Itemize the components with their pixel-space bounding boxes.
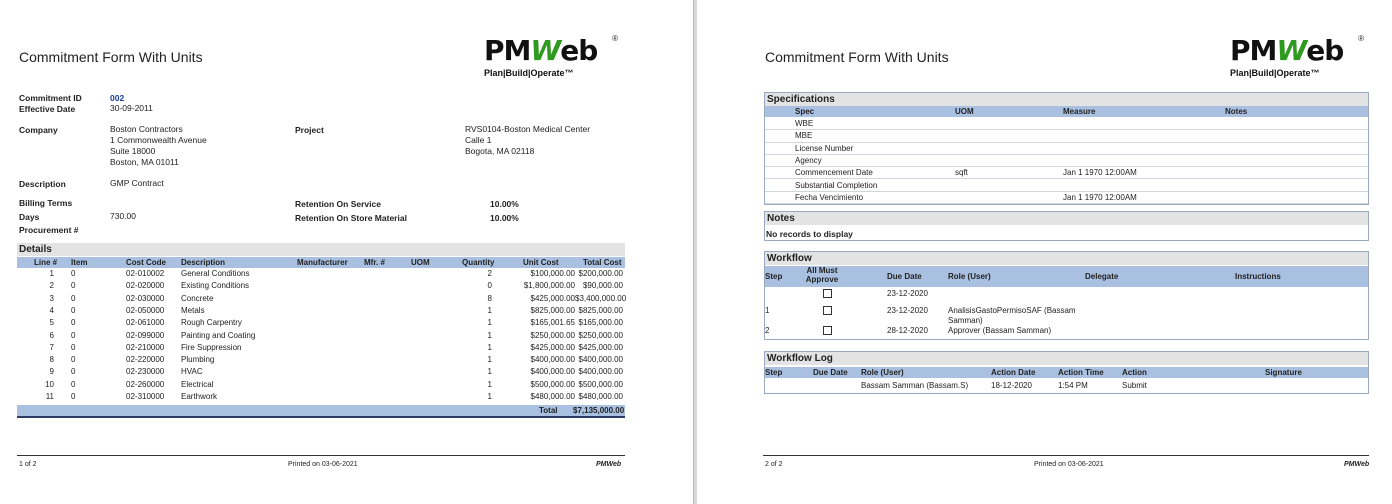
- notes-title: Notes: [765, 212, 1368, 225]
- specifications-title: Specifications: [765, 93, 1368, 106]
- details-cell: $425,000.00: [578, 342, 623, 352]
- details-cell: 0: [487, 281, 492, 291]
- details-cell: Electrical: [181, 379, 214, 389]
- details-cell: 2: [49, 281, 54, 291]
- details-cell: $425,000.00: [530, 293, 575, 303]
- specifications-cell: Fecha Vencimiento: [795, 192, 864, 202]
- details-cell: $100,000.00: [530, 269, 575, 278]
- specifications-cell: License Number: [795, 143, 854, 153]
- details-cell: 02-210000: [126, 342, 165, 352]
- page-divider: [693, 0, 697, 504]
- workflow-column-header: Step All Must Approve Due Date Role (User) Delegate Instructions: [765, 266, 1368, 287]
- footer-rule-2: [763, 455, 1369, 456]
- billing-terms-label: Billing Terms: [19, 198, 73, 208]
- details-cell: 02-061000: [126, 318, 165, 328]
- days-value: 730.00: [110, 211, 136, 221]
- details-cell: 0: [71, 305, 76, 315]
- details-cell: $250,000.00: [578, 330, 623, 340]
- details-table-row: [17, 305, 625, 317]
- project-address: RVS0104-Boston Medical Center Calle 1 Bogota, MA 02118: [465, 124, 591, 156]
- workflow-log-row: Bassam Samman (Bassam.S) 18-12-2020 1:54 PM Submit: [861, 381, 1147, 390]
- retention-service-value: 10.00%: [490, 199, 519, 209]
- details-table-row: [17, 293, 625, 305]
- details-cell: 1: [487, 305, 492, 315]
- details-table-row: [17, 317, 625, 329]
- details-cell: 1: [487, 379, 492, 389]
- company-address: Boston Contractors 1 Commonwealth Avenue Suite 18000 Boston, MA 01011: [110, 124, 207, 167]
- company-label: Company: [19, 125, 58, 135]
- details-cell: 11: [45, 392, 54, 401]
- specifications-table-row: [765, 143, 1368, 155]
- document-title-2: Commitment Form With Units: [765, 49, 949, 65]
- page-number: 1 of 2: [19, 461, 37, 468]
- total-value: $7,135,000.00: [573, 406, 625, 415]
- details-cell: $165,001.65: [530, 318, 575, 328]
- details-cell: 02-020000: [126, 281, 165, 291]
- specifications-cell: Jan 1 1970 12:00AM: [1063, 192, 1137, 202]
- details-cell: $500,000.00: [530, 379, 575, 389]
- details-cell: 02-030000: [126, 293, 165, 303]
- printed-date: Printed on 03-06-2021: [288, 461, 358, 468]
- workflow-title: Workflow: [765, 252, 1368, 265]
- page-1: [0, 0, 692, 504]
- page-2: [698, 0, 1392, 504]
- details-cell: 0: [71, 379, 76, 389]
- details-cell: 02-260000: [126, 379, 165, 389]
- footer-brand: PMWeb: [596, 461, 622, 468]
- details-cell: HVAC: [181, 367, 203, 377]
- details-cell: 02-220000: [126, 355, 165, 365]
- details-cell: 4: [49, 305, 54, 315]
- printed-date-2: Printed on 03-06-2021: [1034, 461, 1104, 468]
- details-cell: $480,000.00: [530, 392, 575, 401]
- retention-store-value: 10.00%: [490, 213, 519, 223]
- details-table-row: [17, 342, 625, 354]
- details-cell: 8: [49, 355, 54, 365]
- details-cell: 02-010002: [126, 269, 165, 278]
- details-cell: $250,000.00: [530, 330, 575, 340]
- details-bottom-rule: [17, 416, 625, 418]
- details-cell: 0: [71, 269, 76, 278]
- details-cell: Existing Conditions: [181, 281, 250, 291]
- details-cell: 5: [49, 318, 54, 328]
- details-cell: $3,400,000.00: [575, 293, 627, 303]
- details-cell: $165,000.00: [578, 318, 623, 328]
- details-column-header: Line # Item Cost Code Description Manufacturer Mfr. # UOM Quantity Unit Cost Total Cost: [17, 257, 625, 268]
- details-cell: 1: [487, 330, 492, 340]
- details-cell: 02-310000: [126, 392, 165, 401]
- details-cell: 0: [71, 318, 76, 328]
- specifications-cell: Agency: [795, 155, 822, 165]
- details-cell: 10: [45, 379, 54, 389]
- details-cell: 1: [487, 342, 492, 352]
- details-cell: Earthwork: [181, 392, 218, 401]
- details-table-row: [17, 268, 625, 280]
- details-cell: 8: [487, 293, 492, 303]
- notes-empty-message: No records to display: [766, 229, 853, 239]
- details-table-row: [17, 391, 625, 403]
- specifications-table-row: [765, 167, 1368, 179]
- details-section-title: Details: [17, 243, 625, 256]
- workflow-log-title: Workflow Log: [765, 352, 1368, 365]
- details-cell: 02-230000: [126, 367, 165, 377]
- details-cell: General Conditions: [181, 269, 250, 278]
- details-cell: 1: [487, 392, 492, 401]
- workflow-row: 1 23-12-2020 AnalisisGastoPermisoSAF (Bassam Samman): [765, 306, 1076, 325]
- details-cell: $400,000.00: [530, 355, 575, 365]
- details-cell: 0: [71, 367, 76, 377]
- details-cell: 0: [71, 355, 76, 365]
- details-cell: 0: [71, 293, 76, 303]
- details-table-row: [17, 354, 625, 366]
- details-cell: 6: [49, 330, 54, 340]
- specifications-cell: sqft: [955, 168, 968, 178]
- workflow-log-column-header: Step Due Date Role (User) Action Date Action Time Action Signature: [765, 367, 1368, 378]
- retention-service-label: Retention On Service: [295, 199, 381, 209]
- details-cell: $425,000.00: [530, 342, 575, 352]
- effective-date-value: 30-09-2011: [110, 103, 153, 113]
- specifications-table-row: [765, 155, 1368, 167]
- details-cell: 0: [71, 342, 76, 352]
- details-cell: 02-050000: [126, 305, 165, 315]
- details-cell: 0: [71, 392, 76, 401]
- pmweb-logo-2: PMWeb ® Plan|Build|Operate™: [1230, 34, 1364, 78]
- specifications-cell: WBE: [795, 119, 814, 128]
- retention-store-label: Retention On Store Material: [295, 213, 407, 223]
- details-cell: 02-099000: [126, 330, 165, 340]
- days-label: Days: [19, 212, 40, 222]
- specifications-cell: MBE: [795, 131, 813, 141]
- procurement-label: Procurement #: [19, 225, 79, 235]
- details-cell: Rough Carpentry: [181, 318, 242, 328]
- details-cell: $480,000.00: [578, 392, 623, 401]
- details-cell: Concrete: [181, 293, 214, 303]
- effective-date-label: Effective Date: [19, 104, 76, 114]
- details-cell: $400,000.00: [578, 367, 623, 377]
- specifications-column-header: Spec UOM Measure Notes: [765, 106, 1368, 117]
- details-cell: 3: [49, 293, 54, 303]
- specifications-table-row: [765, 118, 1368, 130]
- document-title: Commitment Form With Units: [19, 49, 203, 65]
- details-cell: $1,800,000.00: [523, 281, 575, 291]
- details-cell: $500,000.00: [578, 379, 623, 389]
- specifications-cell: Substantial Completion: [795, 180, 878, 190]
- page-number-2: 2 of 2: [765, 461, 783, 468]
- specifications-cell: Jan 1 1970 12:00AM: [1063, 168, 1137, 178]
- pmweb-logo: PMWeb ® Plan|Build|Operate™: [484, 34, 618, 78]
- footer-rule: [17, 455, 625, 456]
- details-cell: 2: [487, 269, 492, 278]
- project-label: Project: [295, 125, 324, 135]
- details-cell: 7: [49, 342, 54, 352]
- specifications-cell: Commencement Date: [795, 168, 873, 178]
- details-table-row: [17, 330, 625, 342]
- details-cell: $825,000.00: [530, 305, 575, 315]
- footer-brand-2: PMWeb: [1344, 461, 1370, 468]
- details-cell: $200,000.00: [578, 269, 623, 278]
- details-cell: Fire Suppression: [181, 342, 242, 352]
- description-value: GMP Contract: [110, 178, 164, 188]
- details-table-row: [17, 280, 625, 292]
- details-cell: $400,000.00: [530, 367, 575, 377]
- details-cell: 1: [487, 367, 492, 377]
- details-cell: $90,000.00: [582, 281, 623, 291]
- total-label: Total: [539, 406, 558, 415]
- specifications-table-row: [765, 180, 1368, 192]
- details-cell: Plumbing: [181, 355, 215, 365]
- details-cell: 9: [49, 367, 54, 377]
- details-cell: 0: [71, 330, 76, 340]
- details-table-row: [17, 366, 625, 378]
- specifications-table-row: [765, 192, 1368, 204]
- specifications-table-row: [765, 130, 1368, 142]
- details-cell: $400,000.00: [578, 355, 623, 365]
- description-label: Description: [19, 179, 66, 189]
- details-cell: $825,000.00: [578, 305, 623, 315]
- details-cell: 1: [487, 318, 492, 328]
- details-table-row: [17, 379, 625, 391]
- commitment-id-value: 002: [110, 93, 125, 103]
- workflow-row: 23-12-2020: [887, 289, 928, 298]
- details-cell: Painting and Coating: [181, 330, 256, 340]
- details-cell: Metals: [181, 305, 205, 315]
- workflow-row: 2 28-12-2020 Approver (Bassam Samman): [765, 326, 1052, 335]
- details-cell: 1: [49, 269, 54, 278]
- commitment-id-label: Commitment ID: [19, 93, 82, 103]
- details-cell: 1: [487, 355, 492, 365]
- details-cell: 0: [71, 281, 76, 291]
